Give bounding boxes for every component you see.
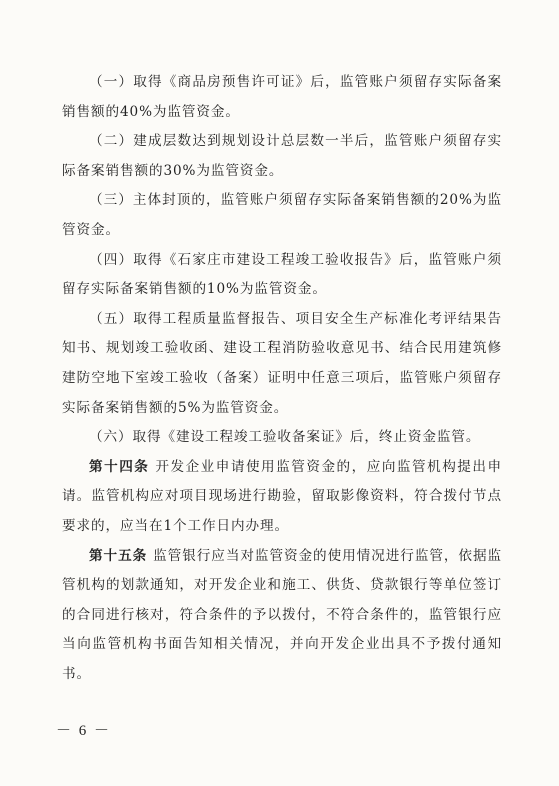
paragraph-clause-4	[62, 246, 502, 305]
paragraph-text: 开发企业申请使用监管资金的，应向监管机构提出申请。监管机构应对项目现场进行勘验，留取影像资料，符合拨付节点要求的，应当在1个工作日内办理。	[62, 458, 502, 534]
article-heading: 第十四条	[89, 458, 150, 475]
paragraph-text: （三）主体封顶的，监管账户须留存实际备案销售额的20%为监管资金。	[62, 192, 502, 238]
page-number: － 6 －	[56, 723, 112, 739]
paragraph-text: （四）取得《石家庄市建设工程竣工验收报告》后，监管账户须留存实际备案销售额的10%为监管资金。	[62, 251, 502, 298]
paragraph-clause-6	[62, 423, 502, 453]
paragraph-clause-3	[62, 186, 502, 245]
paragraph-clause-5	[62, 305, 502, 423]
paragraph-clause-1	[62, 68, 502, 127]
paragraph-text: （五）取得工程质量监督报告、项目安全生产标准化考评结果告知书、规划竣工验收函、建设工程消防验收意见书、结合民用建筑修建防空地下室竣工验收（备案）证明中任意三项后，监管账户须留存实际备案销售额的5%为监管资金。	[62, 310, 502, 416]
paragraph-text: 监管银行应当对监管资金的使用情况进行监管，依据监管机构的划款通知，对开发企业和施工、供货、贷款银行等单位签订的合同进行核对，符合条件的予以拨付，不符合条件的，监管银行应当向监管机构书面告知相关情况，并向开发企业出具不予拨付通知书。	[62, 547, 502, 682]
paragraph-article-15	[62, 542, 502, 690]
document-body	[62, 68, 502, 689]
paragraph-text: （六）取得《建设工程竣工验收备案证》后，终止资金监管。	[89, 429, 481, 446]
article-heading: 第十五条	[89, 547, 148, 564]
paragraph-text: （二）建成层数达到规划设计总层数一半后，监管账户须留存实际备案销售额的30%为监管资金。	[62, 133, 502, 179]
paragraph-clause-2	[62, 127, 502, 186]
paragraph-article-14	[62, 453, 502, 542]
paragraph-text: （一）取得《商品房预售许可证》后，监管账户须留存实际备案销售额的40%为监管资金。	[62, 74, 502, 120]
